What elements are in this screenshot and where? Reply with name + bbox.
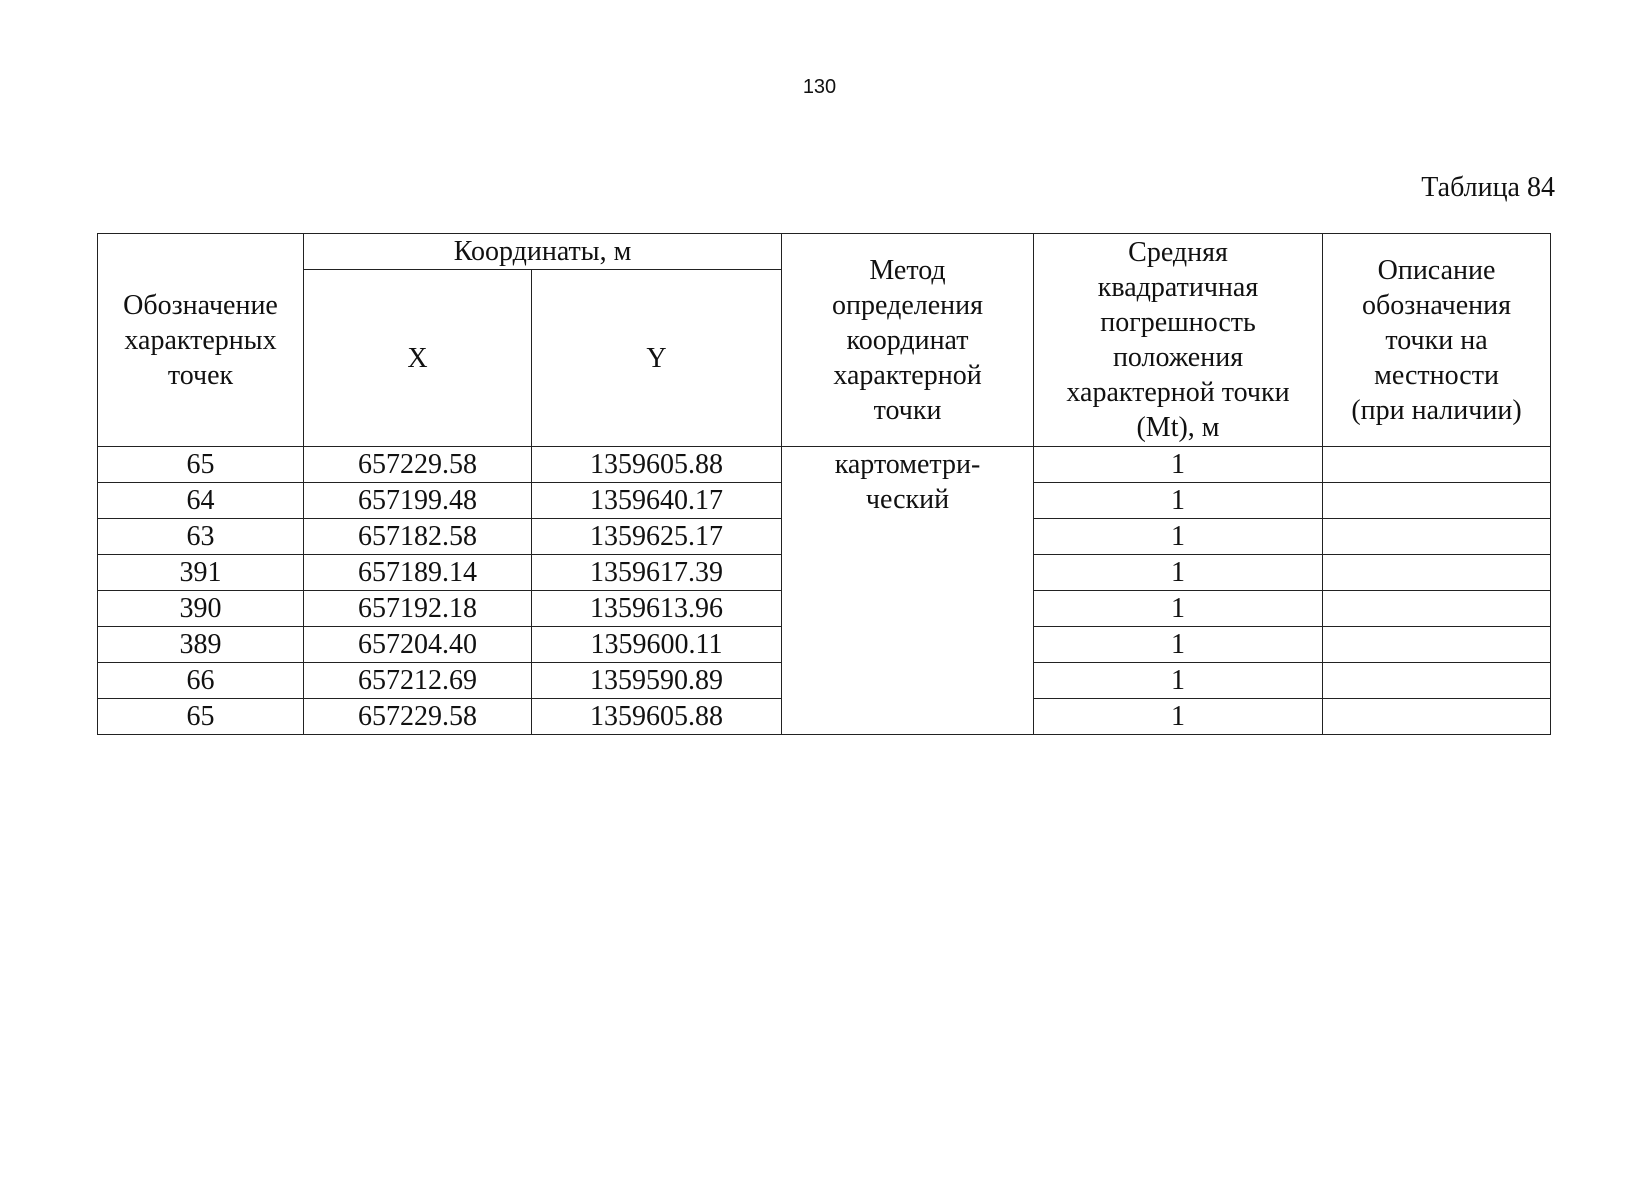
cell-y: 1359605.88: [532, 447, 782, 483]
cell-x: 657204.40: [304, 627, 532, 663]
cell-point: 66: [98, 663, 304, 699]
cell-method: картометри- ческий: [782, 447, 1034, 735]
cell-x: 657199.48: [304, 483, 532, 519]
cell-point: 65: [98, 699, 304, 735]
header-mean-square-error: Средняя квадратичная погрешность положения характерной точки (Mt), м: [1034, 234, 1323, 447]
cell-description: [1323, 591, 1551, 627]
cell-y: 1359590.89: [532, 663, 782, 699]
cell-point: 64: [98, 483, 304, 519]
cell-error: 1: [1034, 555, 1323, 591]
page-number: 130: [802, 76, 837, 98]
header-x: X: [304, 270, 532, 447]
cell-x: 657229.58: [304, 447, 532, 483]
cell-y: 1359617.39: [532, 555, 782, 591]
cell-x: 657212.69: [304, 663, 532, 699]
cell-point: 390: [98, 591, 304, 627]
cell-error: 1: [1034, 627, 1323, 663]
table-caption: Таблица 84: [1421, 172, 1555, 203]
cell-description: [1323, 555, 1551, 591]
header-point-description: Описание обозначения точки на местности (при наличии): [1323, 234, 1551, 447]
cell-x: 657229.58: [304, 699, 532, 735]
header-point-designation: Обозначение характерных точек: [98, 234, 304, 447]
cell-description: [1323, 699, 1551, 735]
cell-description: [1323, 483, 1551, 519]
cell-error: 1: [1034, 483, 1323, 519]
cell-x: 657182.58: [304, 519, 532, 555]
cell-description: [1323, 627, 1551, 663]
header-method: Метод определения координат характерной точки: [782, 234, 1034, 447]
cell-error: 1: [1034, 591, 1323, 627]
cell-point: 391: [98, 555, 304, 591]
cell-error: 1: [1034, 699, 1323, 735]
cell-y: 1359613.96: [532, 591, 782, 627]
cell-description: [1323, 663, 1551, 699]
table-row: [98, 447, 1551, 483]
cell-y: 1359600.11: [532, 627, 782, 663]
cell-error: 1: [1034, 447, 1323, 483]
cell-point: 63: [98, 519, 304, 555]
cell-error: 1: [1034, 519, 1323, 555]
cell-x: 657189.14: [304, 555, 532, 591]
coordinates-table: [97, 233, 1551, 735]
cell-y: 1359625.17: [532, 519, 782, 555]
header-y: Y: [532, 270, 782, 447]
cell-point: 389: [98, 627, 304, 663]
cell-y: 1359605.88: [532, 699, 782, 735]
cell-point: 65: [98, 447, 304, 483]
cell-description: [1323, 519, 1551, 555]
cell-y: 1359640.17: [532, 483, 782, 519]
cell-description: [1323, 447, 1551, 483]
cell-error: 1: [1034, 663, 1323, 699]
cell-x: 657192.18: [304, 591, 532, 627]
header-coordinates: Координаты, м: [304, 234, 782, 270]
